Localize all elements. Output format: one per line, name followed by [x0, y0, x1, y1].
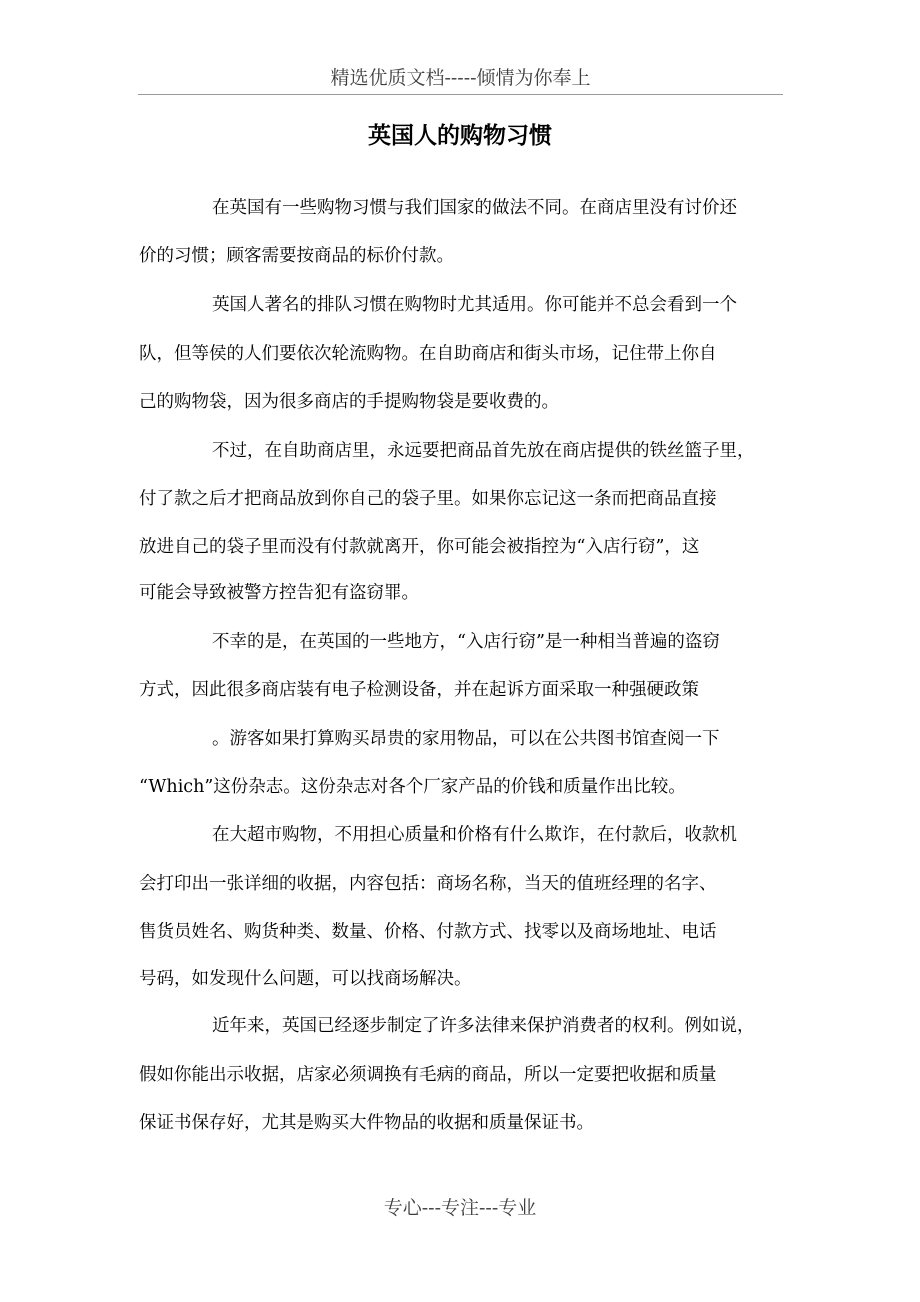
paragraph-5-line-3: 售货员姓名、购货种类、数量、价格、付款方式、找零以及商场地址、电话 — [139, 922, 717, 942]
paragraph-6-line-2: 假如你能出示收据，店家必须调换有毛病的商品，所以一定要把收据和质量 — [139, 1065, 717, 1085]
paragraph-3-line-3: 放进自己的袋子里而没有付款就离开，你可能会被指控为“入店行窃”，这 — [139, 537, 700, 557]
paragraph-2-line-2: 队，但等侯的人们要依次轮流购物。在自助商店和街头市场，记住带上你自 — [139, 344, 717, 364]
paragraph-5-line-2: 会打印出一张详细的收据，内容包括：商场名称，当天的值班经理的名字、 — [139, 874, 717, 894]
page-header — [138, 62, 783, 95]
document-title: 英国人的购物习惯 — [368, 123, 552, 149]
paragraph-6-line-1: 近年来，英国已经逐步制定了许多法律来保护消费者的权利。例如说， — [212, 1016, 755, 1036]
header-text: 精选优质文档-----倾情为你奉上 — [330, 67, 591, 89]
paragraph-4-line-1: 不幸的是，在英国的一些地方，“入店行窃”是一种相当普遍的盗窃 — [212, 632, 720, 652]
paragraph-5-line-4: 号码，如发现什么问题，可以找商场解决。 — [139, 969, 472, 989]
paragraph-4-line-2: 方式，因此很多商店装有电子检测设备，并在起诉方面采取一种强硬政策 — [139, 680, 699, 700]
paragraph-3-line-1: 不过，在自助商店里，永远要把商品首先放在商店提供的铁丝篮子里， — [212, 441, 755, 461]
paragraph-2-line-3: 己的购物袋，因为很多商店的手提购物袋是要收费的。 — [139, 392, 559, 412]
paragraph-2-line-1: 英国人著名的排队习惯在购物时尤其适用。你可能并不总会看到一个 — [212, 295, 737, 315]
paragraph-1-line-1: 在英国有一些购物习惯与我们国家的做法不同。在商店里没有讨价还 — [212, 198, 737, 218]
page-footer: 专心---专注---专业 — [383, 1197, 537, 1219]
paragraph-3-line-4: 可能会导致被警方控告犯有盗窃罪。 — [139, 583, 419, 603]
paragraph-5-line-1: 在大超市购物，不用担心质量和价格有什么欺诈，在付款后，收款机 — [212, 825, 737, 845]
paragraph-4-line-3: 。游客如果打算购买昂贵的家用物品，可以在公共图书馆查阅一下 — [212, 729, 720, 749]
paragraph-6-line-3: 保证书保存好，尤其是购买大件物品的收据和质量保证书。 — [139, 1113, 594, 1133]
paragraph-3-line-2: 付了款之后才把商品放到你自己的袋子里。如果你忘记这一条而把商品直接 — [139, 489, 717, 509]
paragraph-1-line-2: 价的习惯；顾客需要按商品的标价付款。 — [139, 246, 454, 266]
paragraph-4-line-4: “Which”这份杂志。这份杂志对各个厂家产品的价钱和质量作出比较。 — [139, 777, 686, 797]
